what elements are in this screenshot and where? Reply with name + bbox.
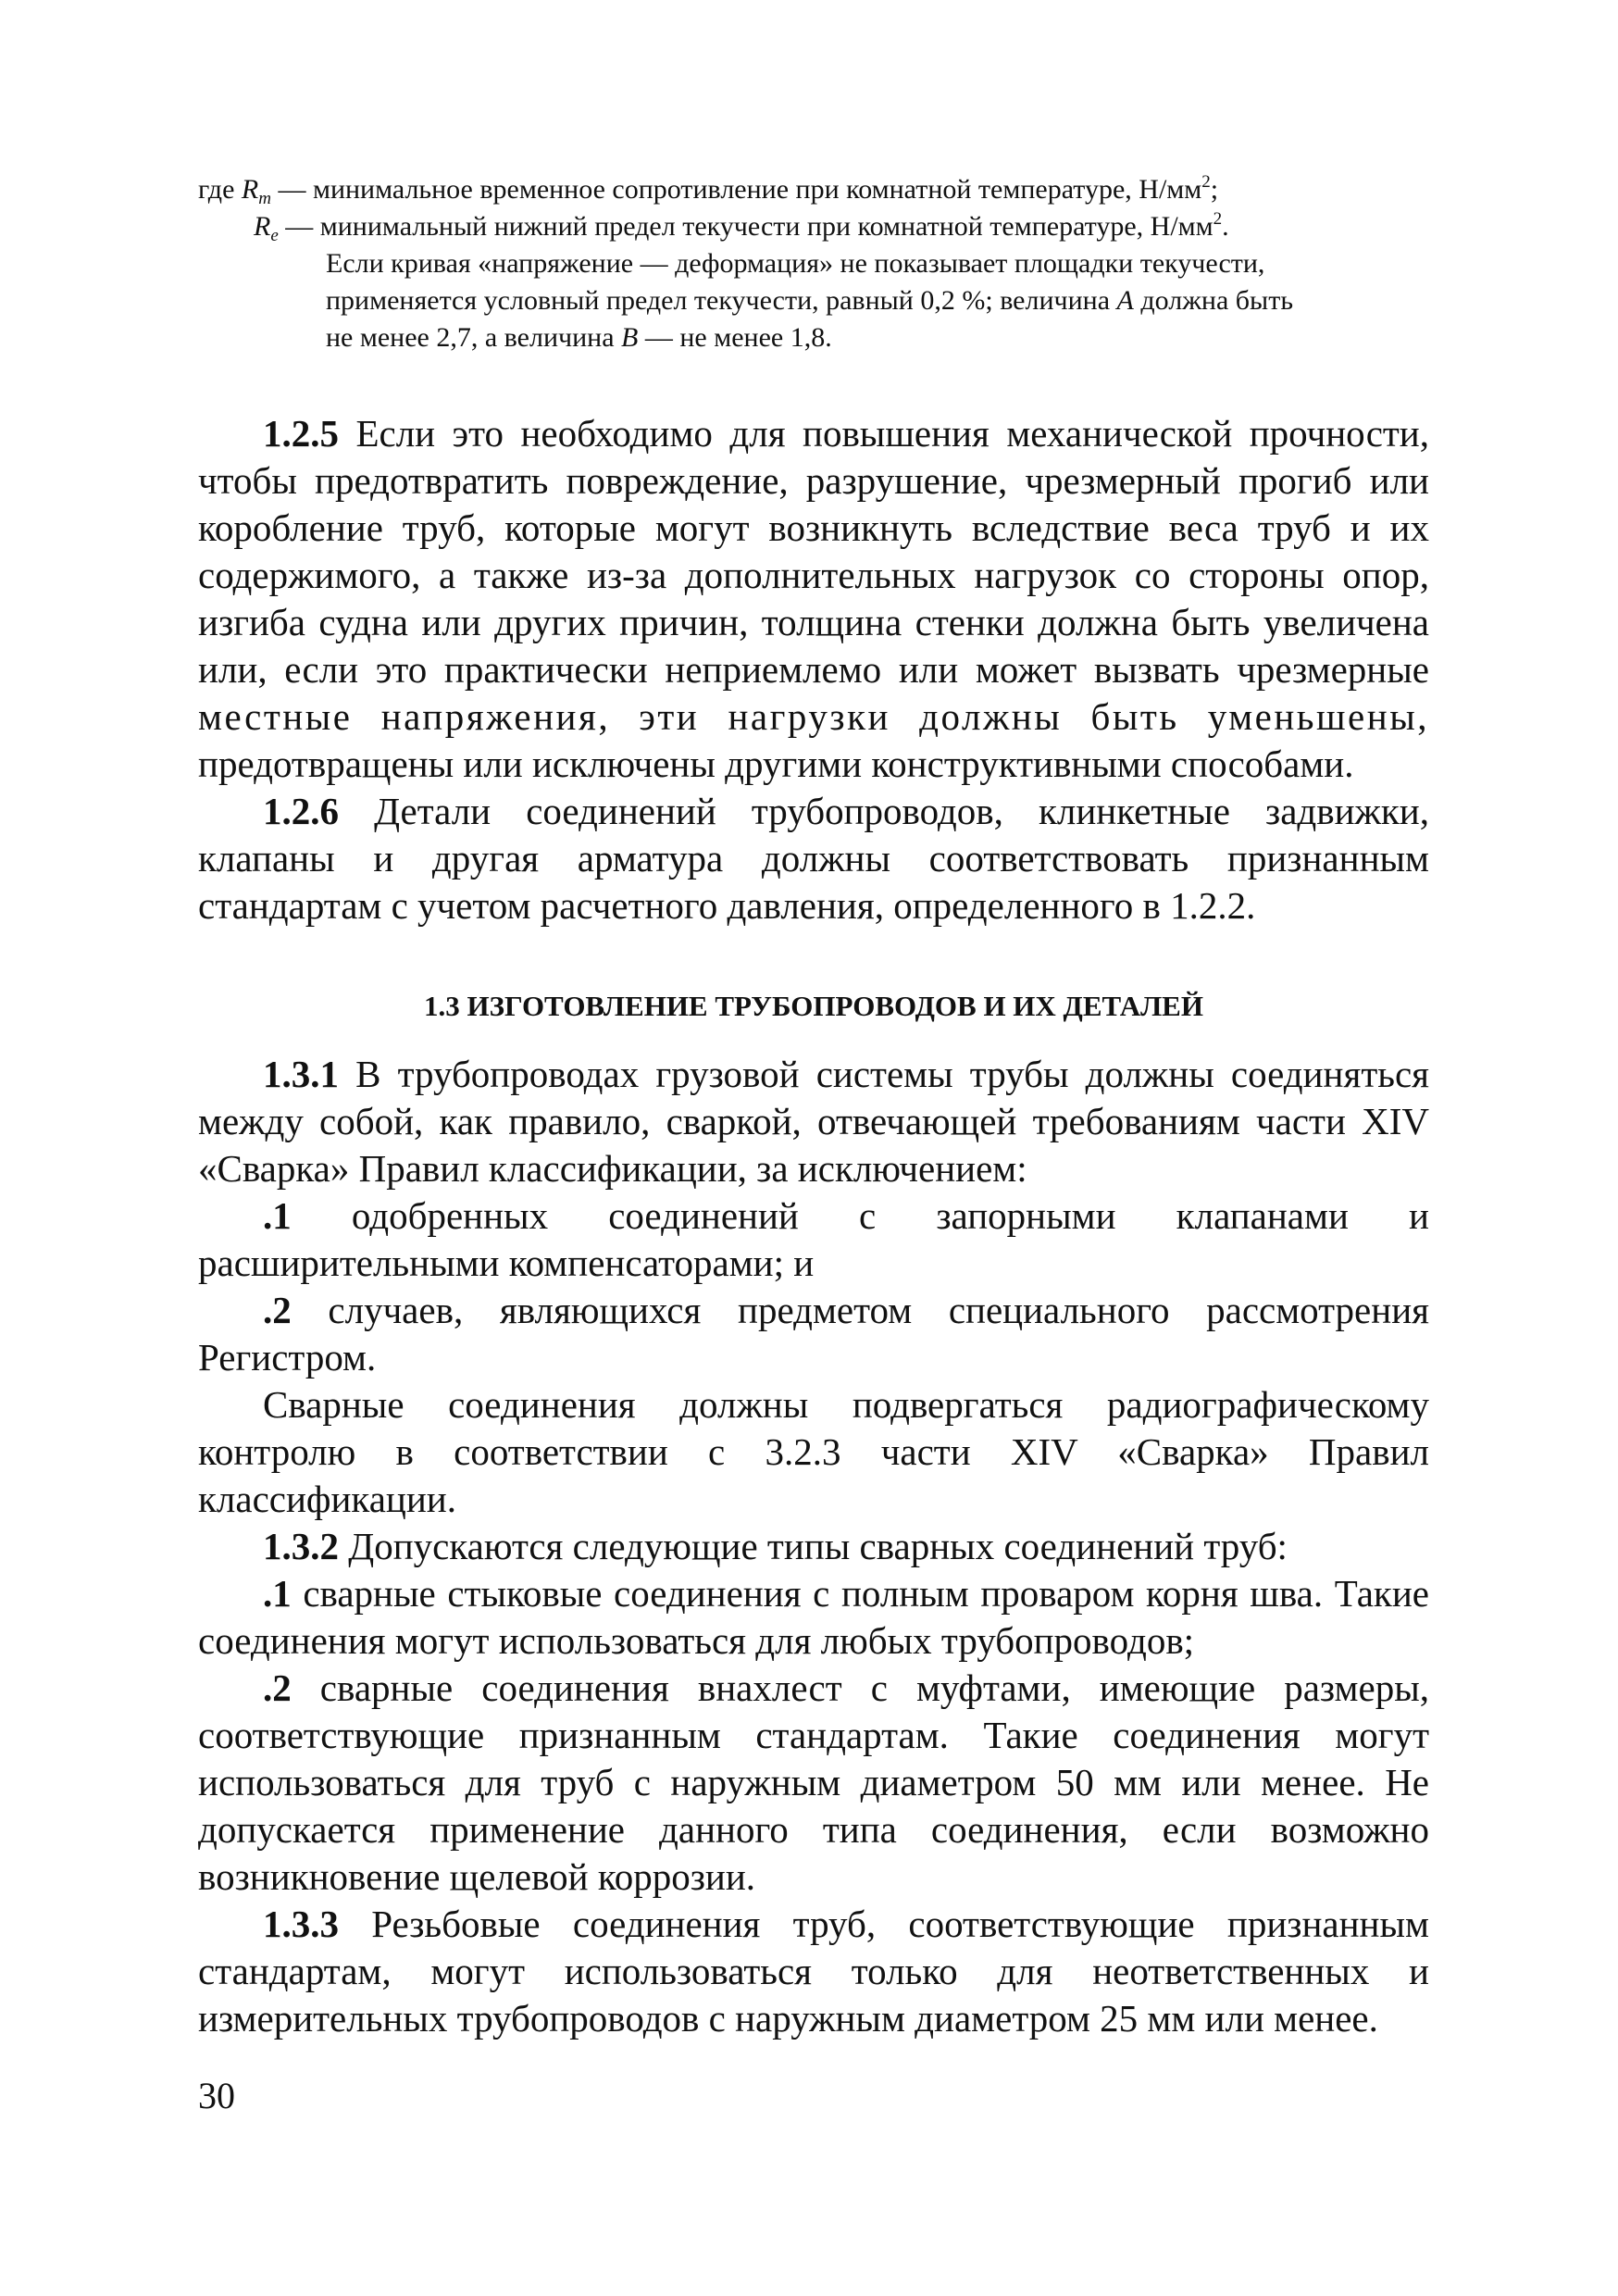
item-number: .2 xyxy=(263,1289,292,1331)
paragraph-1-3-1: 1.3.1 В трубопроводах грузовой системы трубы должны соединяться между собой, как правило, сваркой, отвечающей требованиям части XIV «Сварка» Правил классификации, за исключением: xyxy=(198,1053,1429,1190)
section-1-3-text xyxy=(198,1051,1429,2042)
paragraph-1-3-3: 1.3.3 Резьбовые соединения труб, соответствующие признанным стандартам, могут использоваться только для неответственных и измерительных трубопроводов с наружным диаметром 25 мм или менее. xyxy=(198,1903,1429,2040)
list-item-1-3-1-2: .2 случаев, являющихся предметом специального рассмотрения Регистром. xyxy=(198,1289,1429,1379)
paragraph-1-3-2: 1.3.2 Допускаются следующие типы сварных соединений труб: xyxy=(263,1525,1288,1567)
list-item-1-3-2-1: .1 сварные стыковые соединения с полным проваром корня шва. Такие соединения могут использоваться для любых трубопроводов; xyxy=(198,1572,1429,1662)
clause-number: 1.3.2 xyxy=(263,1525,339,1567)
section-1-2-text xyxy=(198,410,1429,930)
item-number: .2 xyxy=(263,1666,292,1709)
paragraph-1-2-5: 1.2.5 Если это необходимо для повышения механической прочности, чтобы предотвратить повреждение, разрушение, чрезмерный прогиб или коробление труб, которые могут возникнуть вследствие веса труб и их содержимого, а также из-за дополнительных нагрузок со стороны опор, изгиба судна или других причин, толщина стенки должна быть увеличена или, если это практически неприемлемо или может вызвать чрезмерные местные напряжения, эти нагрузки должны быть уменьшены, предотвращены или исключены другими конструктивными способами. xyxy=(198,412,1429,785)
note-line-rm: где $R_m$ — минимальное временное сопротивление при комнатной температуре, $Н/мм^2$; xyxy=(198,172,1219,208)
item-number: .1 xyxy=(263,1572,292,1615)
clause-number: 1.3.1 xyxy=(263,1053,339,1095)
section-heading-1-3: 1.3 ИЗГОТОВЛЕНИЕ ТРУБОПРОВОДОВ И ИХ ДЕТАЛЕЙ xyxy=(424,990,1203,1022)
paragraph-welds: Сварные соединения должны подвергаться радиографическому контролю в соответствии с 3.2.3 части XIV «Сварка» Правил классификации. xyxy=(198,1383,1429,1520)
clause-number: 1.2.6 xyxy=(263,790,339,832)
symbol-b: B xyxy=(621,322,639,353)
clause-number: 1.3.3 xyxy=(263,1903,339,1945)
note-line-curve: Если кривая «напряжение — деформация» не показывает площадки текучести, xyxy=(326,248,1265,279)
list-item-1-3-2-2: .2 сварные соединения внахлест с муфтами, имеющие размеры, соответствующие признанным стандартам. Такие соединения могут использоваться для труб с наружным диаметром 50 мм или менее. Не допускается применение данного типа соединения, если возможно возникновение щелевой коррозии. xyxy=(198,1666,1429,1898)
symbol-re: $R_e$ xyxy=(254,211,279,245)
note-line-values: не менее 2,7, а величина B — не менее 1,8. xyxy=(326,322,832,353)
paragraph-1-2-6: 1.2.6 Детали соединений трубопроводов, клинкетные задвижки, клапаны и другая арматура должны соответствовать признанным стандартам с учетом расчетного давления, определенного в 1.2.2. xyxy=(198,790,1429,927)
symbol-a: A xyxy=(1116,285,1134,316)
item-number: .1 xyxy=(263,1194,292,1237)
symbol-rm: $R_m$ xyxy=(241,174,271,208)
note-line-re: $R_e$ — минимальный нижний предел текучести при комнатной температуре, $Н/мм^2$. xyxy=(254,209,1229,245)
note-line-yield: применяется условный предел текучести, равный 0,2 %; величина A должна быть xyxy=(326,285,1294,316)
formula-notes xyxy=(198,171,1429,356)
list-item-1-3-1-1: .1 одобренных соединений с запорными клапанами и расширительными компенсаторами; и xyxy=(198,1194,1429,1284)
clause-number: 1.2.5 xyxy=(263,412,339,455)
page-number: 30 xyxy=(198,2075,235,2116)
